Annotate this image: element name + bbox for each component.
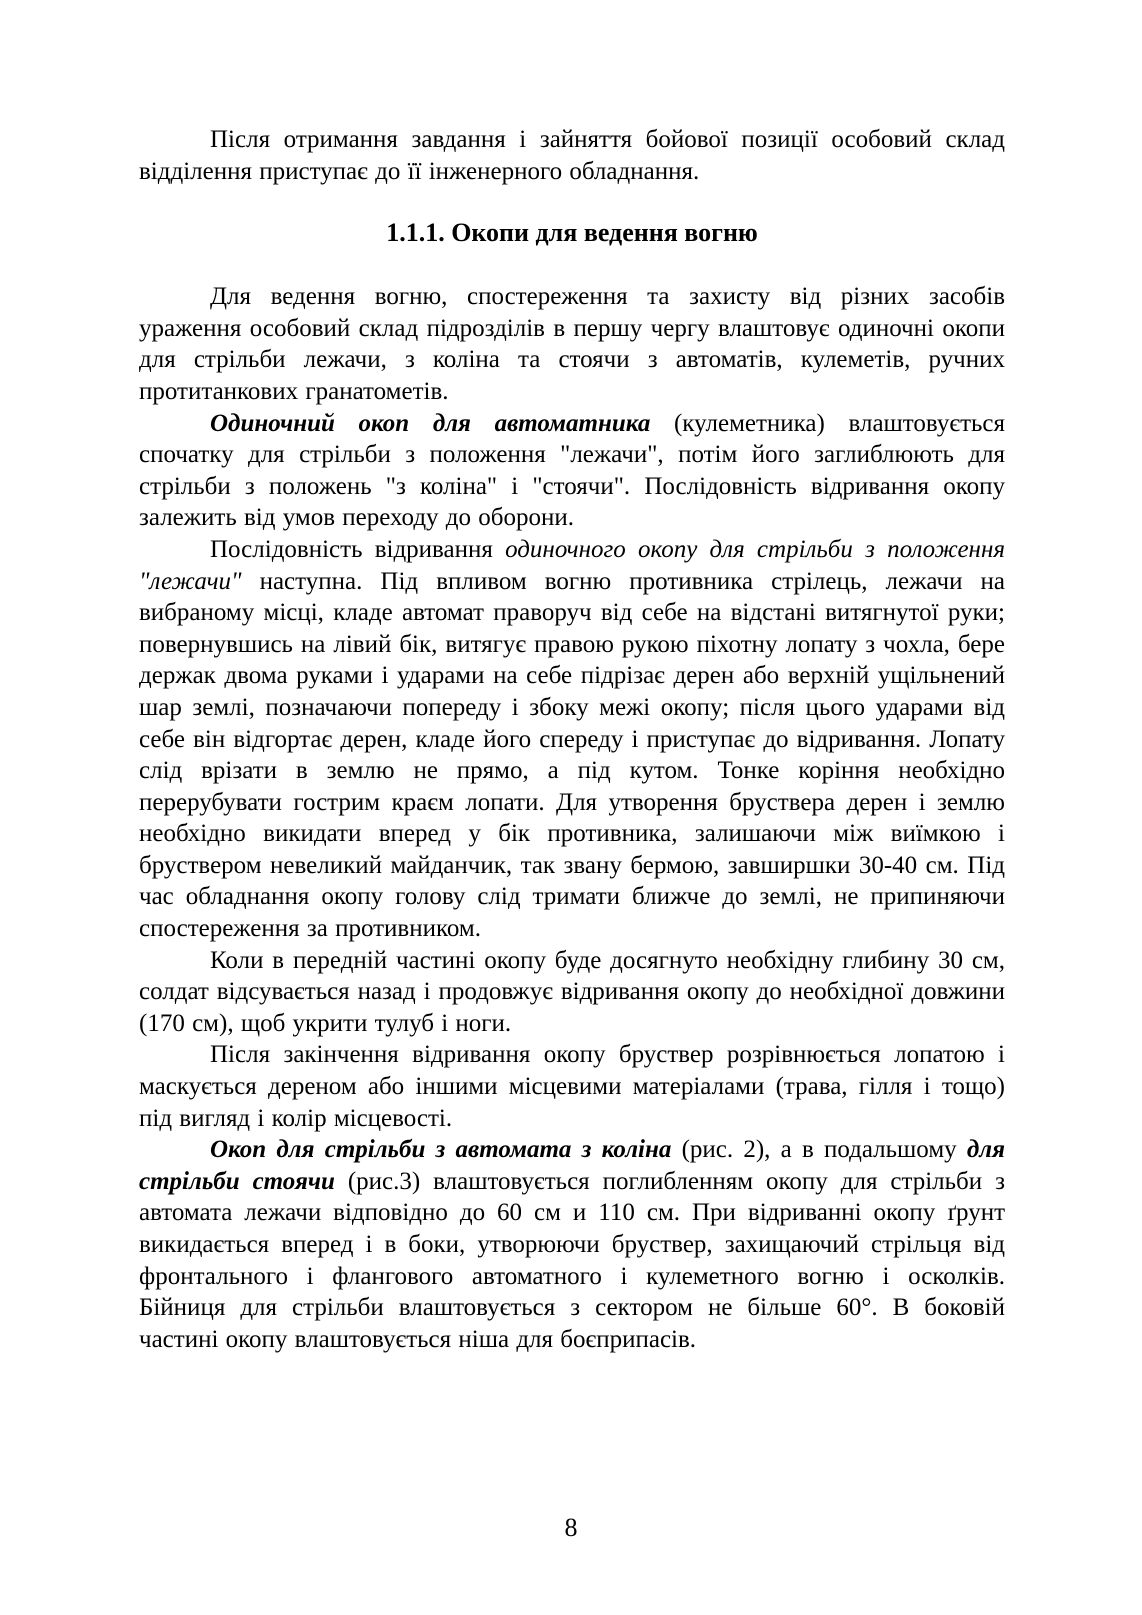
text-run: (рис.3) влаштовується поглибленням окопу для стрільби з автомата лежачи відповідно до 60 см и 110 см. При відриванні окопу ґрунт викидається вперед і в боки, утворюючи бруствер, захищаючий стрільця від фронтального і флангового автоматного і кулеметного вогню і осколків. Бійниця для стрільби влаштовується з сектором не більше 60°. В боковій частині окопу влаштовується ніша для боєприпасів. [139,1167,1005,1353]
section-heading: 1.1.1. Окопи для ведення вогню [386,218,758,248]
emphasis-run: Одиночний окоп для автоматника [210,409,651,437]
paragraph [139,124,1005,187]
emphasis-run: для стрільби стоячи [139,1136,1005,1195]
paragraph [139,1039,1005,1134]
paragraph [139,945,1005,1040]
paragraph [139,534,1005,945]
paragraph [139,1134,1005,1355]
page-number: 8 [564,1513,578,1542]
paragraph [139,281,1005,407]
text-run: (рис. 2), а в подальшому [671,1136,967,1164]
text-run: Після отримання завдання і зайняття бойової позиції особовий склад відділення приступає до її інженерного обладнання. [139,126,1005,185]
document-body [139,124,1005,1355]
text-run: наступна. Під впливом вогню противника стрілець, лежачи на вибраному місці, кладе автомат праворуч від себе на відстані витягнутої руки; повернувшись на лівий бік, витягує правою рукою піхотну лопату з чохла, бере держак двома руками і ударами на себе підрізає дерен або верхній ущільнений шар землі, позначаючи попереду і збоку межі окопу; після цього ударами від себе він відгортає дерен, кладе його спереду і приступає до відривання. Лопату слід врізати в землю не прямо, а під кутом. Тонке коріння необхідно перерубувати гострим краєм лопати. Для утворення бруствера дерен і землю необхідно викидати вперед у бік противника, залишаючи між виїмкою і бруствером невеликий майданчик, так звану бермою, завширшки 30-40 см. Під час обладнання окопу голову слід тримати ближче до землі, не припиняючи спостереження за противником. [139,567,1005,943]
emphasis-run: одиночного окопу для стрільби з положення "лежачи" [139,535,1005,595]
text-run: (кулеметника) влаштовується спочатку для стрільби з положення "лежачи", потім його заглиблюють для стрільби з положень "з коліна" і "стоячи". Послідовність відривання окопу залежить від умов переходу до оборони. [139,409,1006,532]
paragraph [139,408,1005,534]
text-run: Після закінчення відривання окопу бруствер розрівнюється лопатою і маскується дереном або іншими місцевими матеріалами (трава, гілля і тощо) під вигляд і колір місцевості. [139,1041,1005,1132]
text-run: Для ведення вогню, спостереження та захисту від різних засобів ураження особовий склад підрозділів в першу чергу влаштовує одиночні окопи для стрільби лежачи, з коліна та стоячи з автоматів, кулеметів, ручних протитанкових гранатометів. [139,283,1005,405]
text-run: Коли в передній частині окопу буде досягнуто необхідну глибину 30 см, солдат відсувається назад і продовжує відривання окопу до необхідної довжини (170 см), щоб укрити тулуб і ноги. [139,946,1005,1037]
text-run: Послідовність відривання [210,535,506,563]
emphasis-run: Окоп для стрільби з автомата з коліна [210,1136,672,1164]
